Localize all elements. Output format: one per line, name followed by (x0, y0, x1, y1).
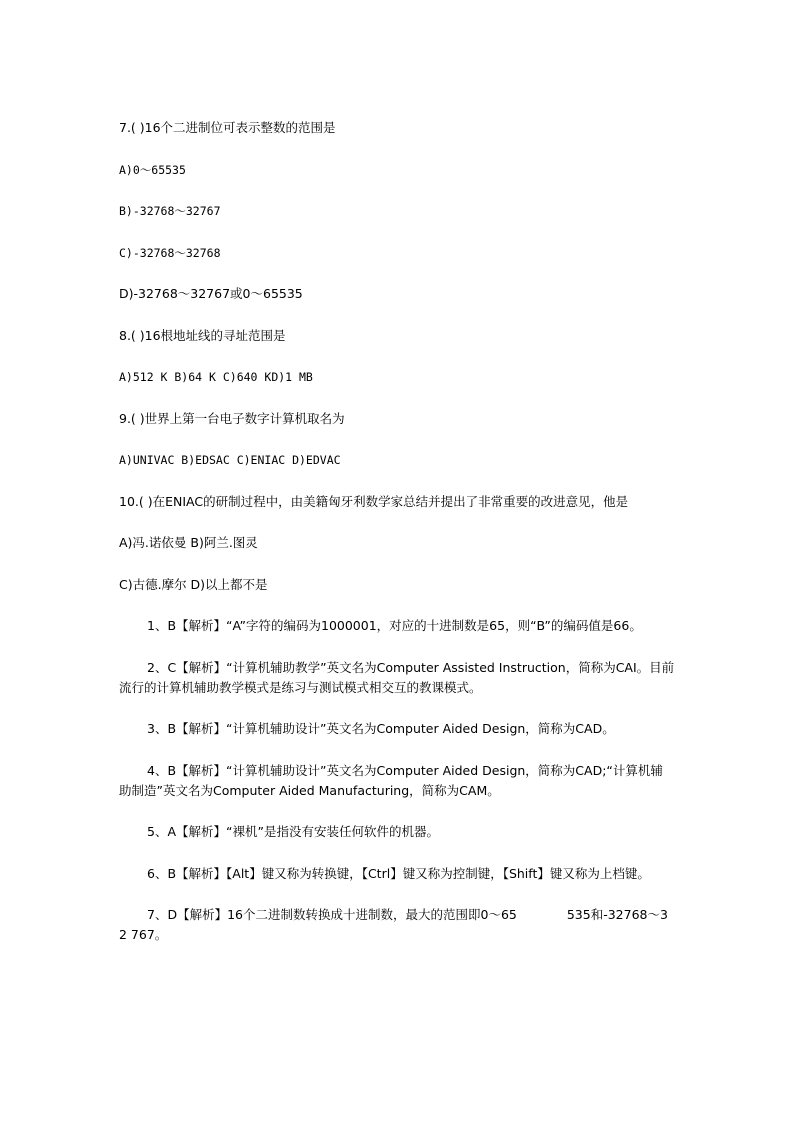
document-page (119, 118, 675, 965)
question-9-stem: 9.( )世界上第一台电子数字计算机取名为 (119, 410, 345, 426)
question-7-option-d: D)-32768～32767或0～65535 (119, 286, 303, 301)
question-8-options: A)512 K B)64 K C)640 KD)1 MB (119, 370, 313, 384)
answer-explanation: 5、A【解析】“裸机”是指没有安装任何软件的机器。 (147, 824, 439, 839)
question-10-options-line1: A)冯.诺依曼 B)阿兰.图灵 (119, 535, 258, 550)
question-9-options: A)UNIVAC B)EDSAC C)ENIAC D)EDVAC (119, 453, 341, 467)
answer-explanation: 7、D【解析】16个二进制数转换成十进制数，最大的范围即0～65 535和-32768～32 767。 (119, 907, 668, 942)
answer-explanation: 2、C【解析】“计算机辅助教学”英文名为Computer Assisted Instruction，简称为CAI。目前流行的计算机辅助教学模式是练习与测试模式相交互的教课模式。 (119, 659, 675, 695)
question-7-option-b: B)-32768～32767 (119, 204, 221, 218)
question-7-option-a: A)0～65535 (119, 162, 186, 177)
question-10-options-line2: C)古德.摩尔 D)以上都不是 (119, 576, 268, 592)
answer-explanation: 6、B【解析】【Alt】键又称为转换键，【Ctrl】键又称为控制键，【Shift】键又称为上档键。 (147, 865, 650, 881)
question-8-stem: 8.( )16根地址线的寻址范围是 (119, 327, 286, 343)
answer-explanation: 1、B【解析】“A”字符的编码为1000001，对应的十进制数是65，则“B”的编码值是66。 (147, 618, 642, 633)
question-7-option-c: C)-32768～32768 (119, 245, 221, 260)
question-10-stem: 10.( )在ENIAC的研制过程中，由美籍匈牙利数学家总结并提出了非常重要的改进意见，他是 (119, 493, 629, 509)
question-7-stem: 7.( )16个二进制位可表示整数的范围是 (119, 120, 336, 135)
answer-explanation: 4、B【解析】“计算机辅助设计”英文名为Computer Aided Design，简称为CAD;“计算机辅助制造”英文名为Computer Aided Manufacturing，简称为CAM。 (119, 762, 663, 798)
answer-explanation: 3、B【解析】“计算机辅助设计”英文名为Computer Aided Design，简称为CAD。 (147, 721, 615, 736)
